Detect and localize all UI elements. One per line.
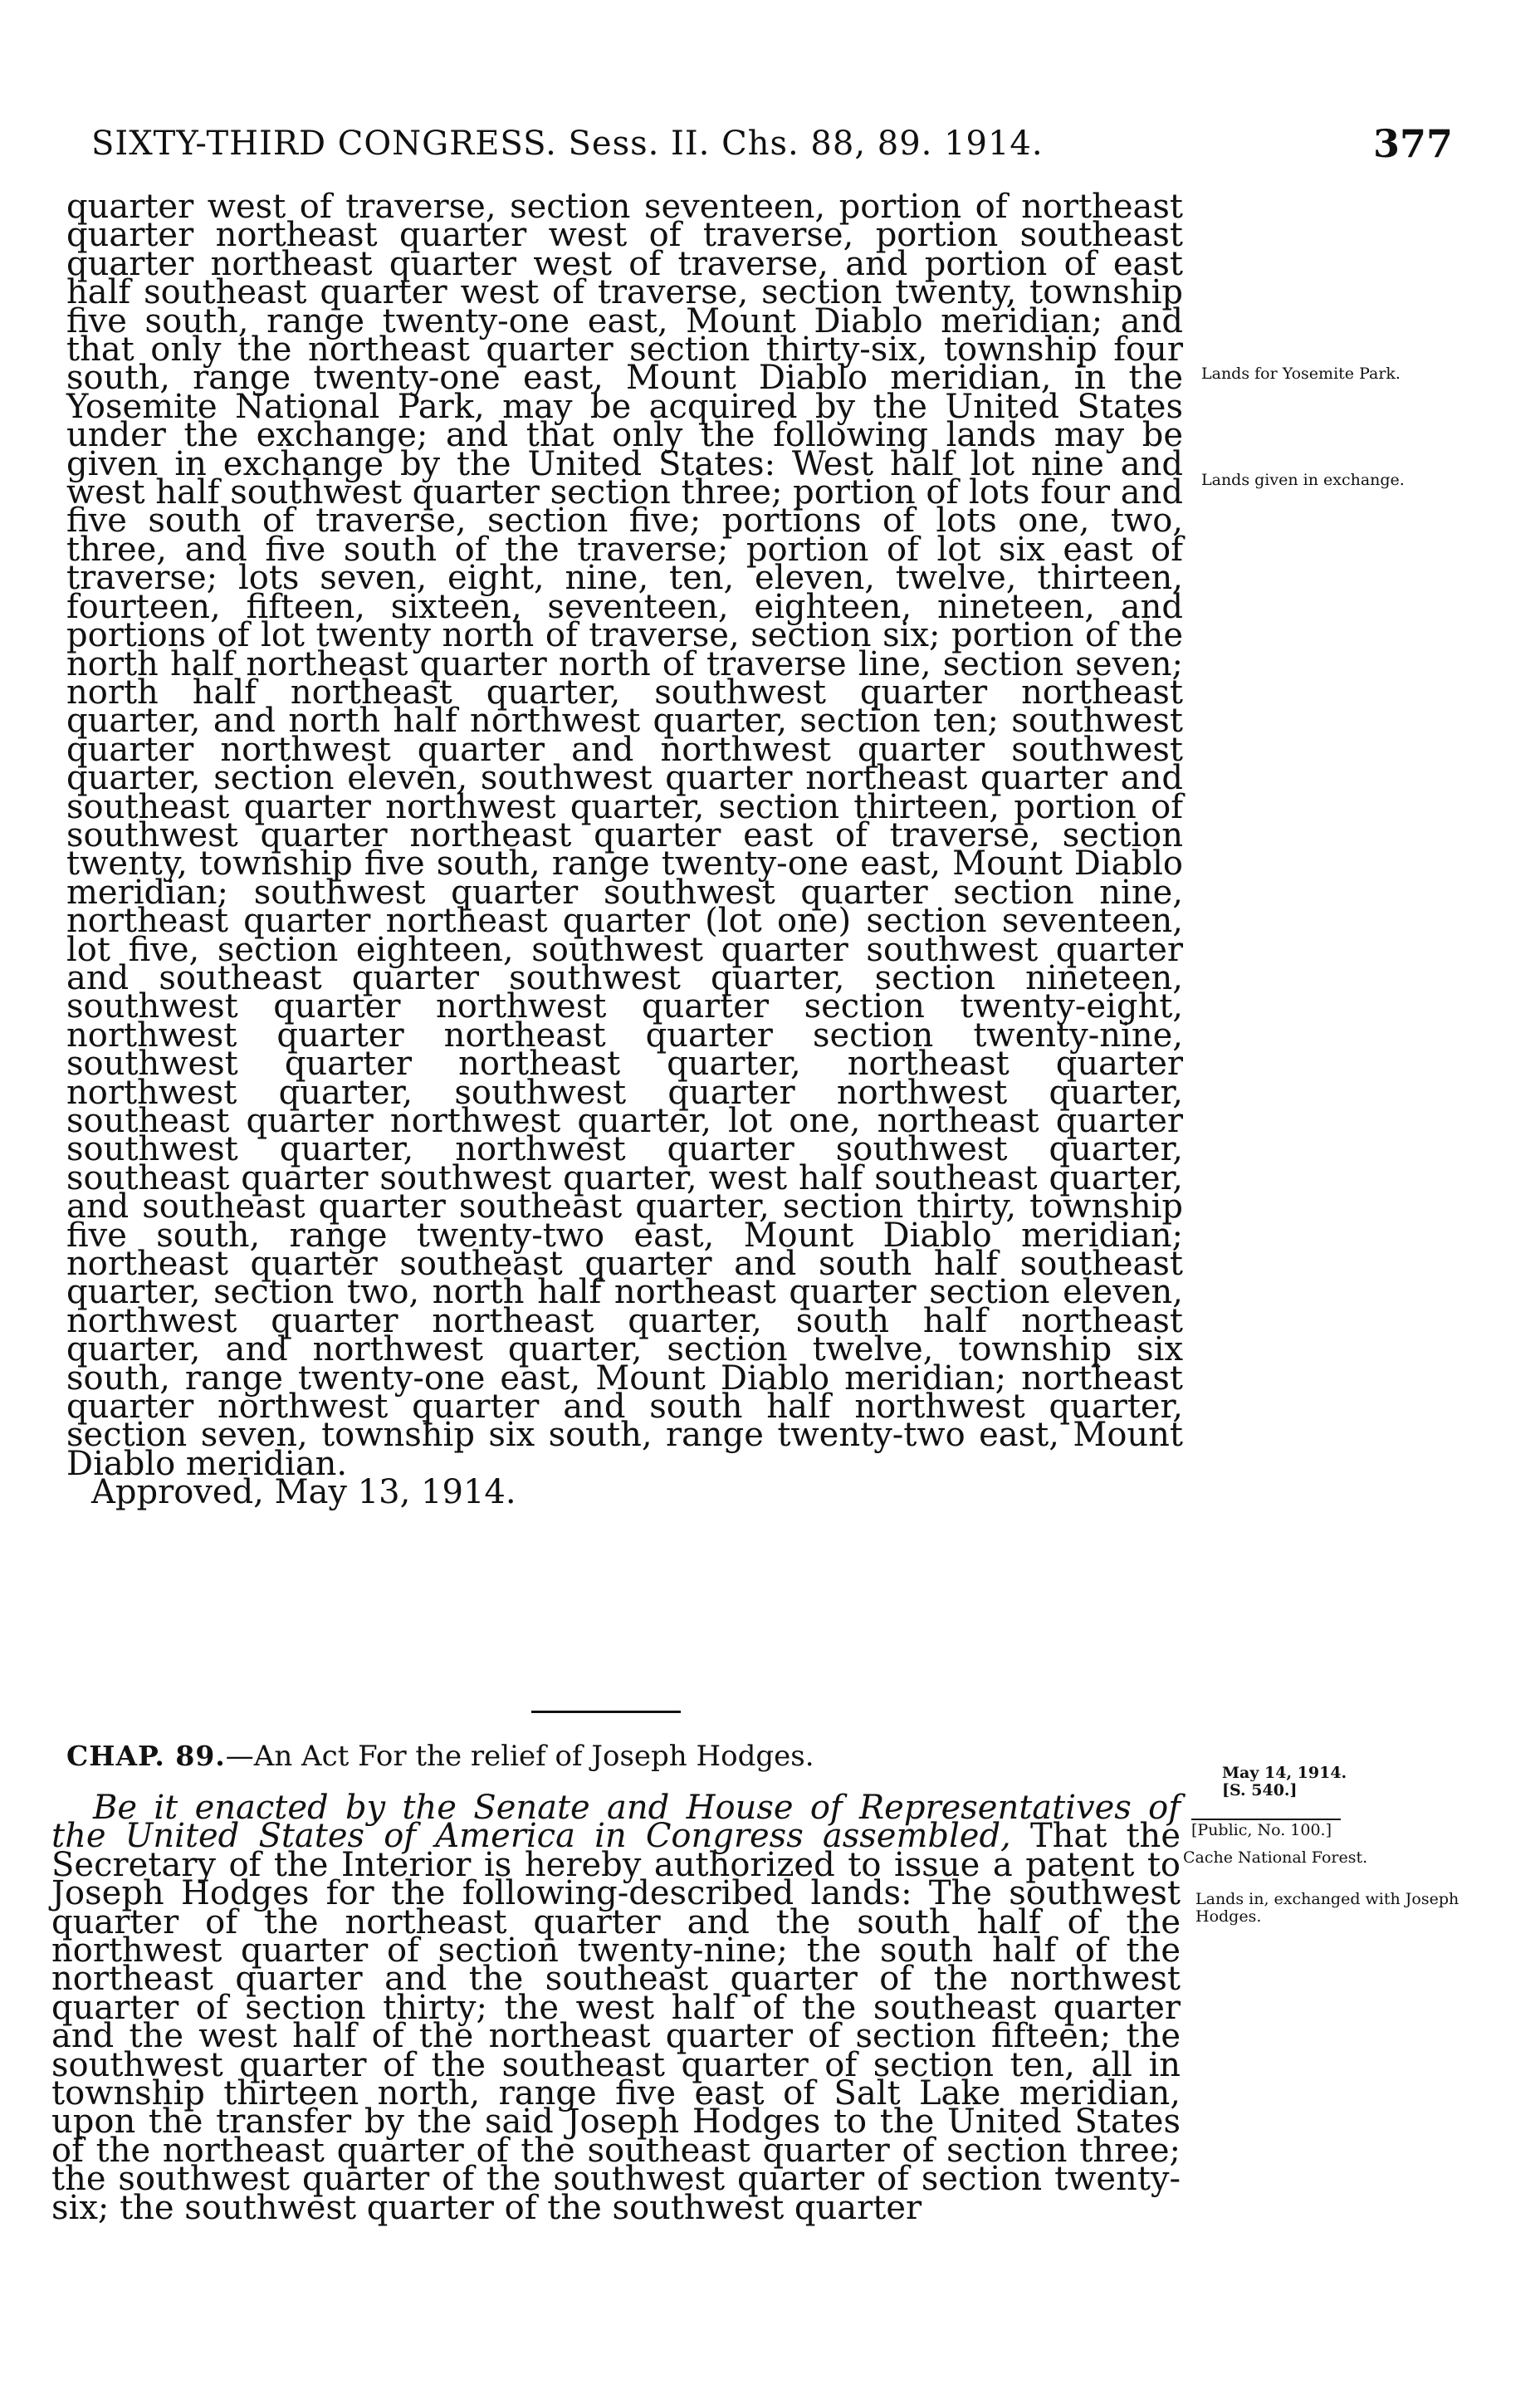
section-divider bbox=[531, 1711, 681, 1713]
margin-note-bill: [S. 540.] bbox=[1222, 1781, 1298, 1799]
margin-note-date bbox=[1222, 1765, 1454, 1799]
margin-note-public-no: [Public, No. 100.] bbox=[1191, 1819, 1341, 1839]
margin-note-lands-given: Lands given in exchange. bbox=[1201, 471, 1405, 489]
running-head: SIXTY-THIRD CONGRESS. Sess. II. Chs. 88, 89. 1914. bbox=[91, 125, 1044, 163]
approval-line: Approved, May 13, 1914. bbox=[91, 1473, 516, 1512]
chapter-label: CHAP. 89. bbox=[66, 1740, 226, 1772]
act-text bbox=[51, 1789, 1181, 2227]
statute-text-continued bbox=[66, 188, 1183, 1512]
margin-note-date-line: May 14, 1914. bbox=[1222, 1764, 1347, 1782]
act-paragraph bbox=[51, 1789, 1181, 2227]
margin-note-lands-exchanged: Lands in, exchanged with Joseph Hodges. bbox=[1195, 1890, 1459, 1926]
enacting-clause: Be it enacted by the Senate and House of Representatives of the United States of America in Congress assembled, bbox=[51, 1789, 1181, 1856]
chapter-title: —An Act For the relief of Joseph Hodges. bbox=[225, 1740, 814, 1773]
land-description-paragraph: quarter west of traverse, section seventeen, portion of northeast quarter northeast quarter west of traverse, portion southeast quarter northeast quarter west of traverse, and portion of east half southeast quarter west of traverse, section twenty, township five south, range twenty-one east, Mount Diablo meridian; and that only the northeast quarter section thirty-six, township four south, range twenty-one east, Mount Diablo meridian, in the Yosemite National Park, may be acquired by the United States under the exchange; and that only the following lands may be given in exchange by the United States: West half lot nine and west half southwest quarter section three; portion of lots four and five south of traverse, section five; portions of lots one, two, three, and five south of the traverse; portion of lot six east of traverse; lots seven, eight, nine, ten, eleven, twelve, thirteen, fourteen, fifteen, sixteen, seventeen, eighteen, nineteen, and portions of lot twenty north of traverse, section six; portion of the north half northeast quarter north of traverse line, section seven; north half northeast quarter, southwest quarter northeast quarter, and north half northwest quarter, section ten; southwest quarter northwest quarter and northwest quarter southwest quarter, section eleven, southwest quarter northeast quarter and southeast quarter northwest quarter, section thirteen, portion of southwest quarter northeast quarter east of traverse, section twenty, township five south, range twenty-one east, Mount Diablo meridian; southwest quarter southwest quarter section nine, northeast quarter northeast quarter (lot one) section seventeen, lot five, section eighteen, southwest quarter southwest quarter and southeast quarter southwest quarter, section nineteen, southwest quarter northwest quarter section twenty-eight, northwest quarter northeast quarter section twenty-nine, southwest quarter northeast quarter, northeast quarter northwest quarter, southwest quarter northwest quarter, southeast quarter northwest quarter, lot one, northeast quarter southwest quarter, northwest quarter southwest quarter, southeast quarter southwest quarter, west half southeast quarter, and southeast quarter southeast quarter, section thirty, township five south, range twenty-two east, Mount Diablo meridian; northeast quarter southeast quarter and south half southeast quarter, section two, north half northeast quarter section eleven, northwest quarter northeast quarter, south half northeast quarter, and northwest quarter, section twelve, township six south, range twenty-one east, Mount Diablo meridian; northeast quarter northwest quarter and south half northwest quarter, section seven, township six south, range twenty-two east, Mount Diablo meridian. bbox=[66, 188, 1183, 1483]
chapter-heading bbox=[66, 1740, 1183, 1773]
act-body: That the Secretary of the Interior is hereby authorized to issue a patent to Joseph Hodges for the following-described lands: The southwest quarter of the northeast quarter and the south half of the northwest quarter of section twenty-nine; the south half of the northeast quarter and the southeast quarter of the northwest quarter of section thirty; the west half of the southeast quarter and the west half of the northeast quarter of section fifteen; the southwest quarter of the southeast quarter of section ten, all in township thirteen north, range five east of Salt Lake meridian, upon the transfer by the said Joseph Hodges to the United States of the northeast quarter of the southeast quarter of section three; the southwest quarter of the southwest quarter of section twenty-six; the southwest quarter of the southwest quarter bbox=[51, 1817, 1181, 2227]
page-header bbox=[91, 121, 1453, 183]
margin-note-lands-for-yosemite: Lands for Yosemite Park. bbox=[1201, 365, 1401, 383]
margin-note-cache-forest: Cache National Forest. bbox=[1183, 1848, 1368, 1867]
page-number: 377 bbox=[1372, 121, 1453, 166]
